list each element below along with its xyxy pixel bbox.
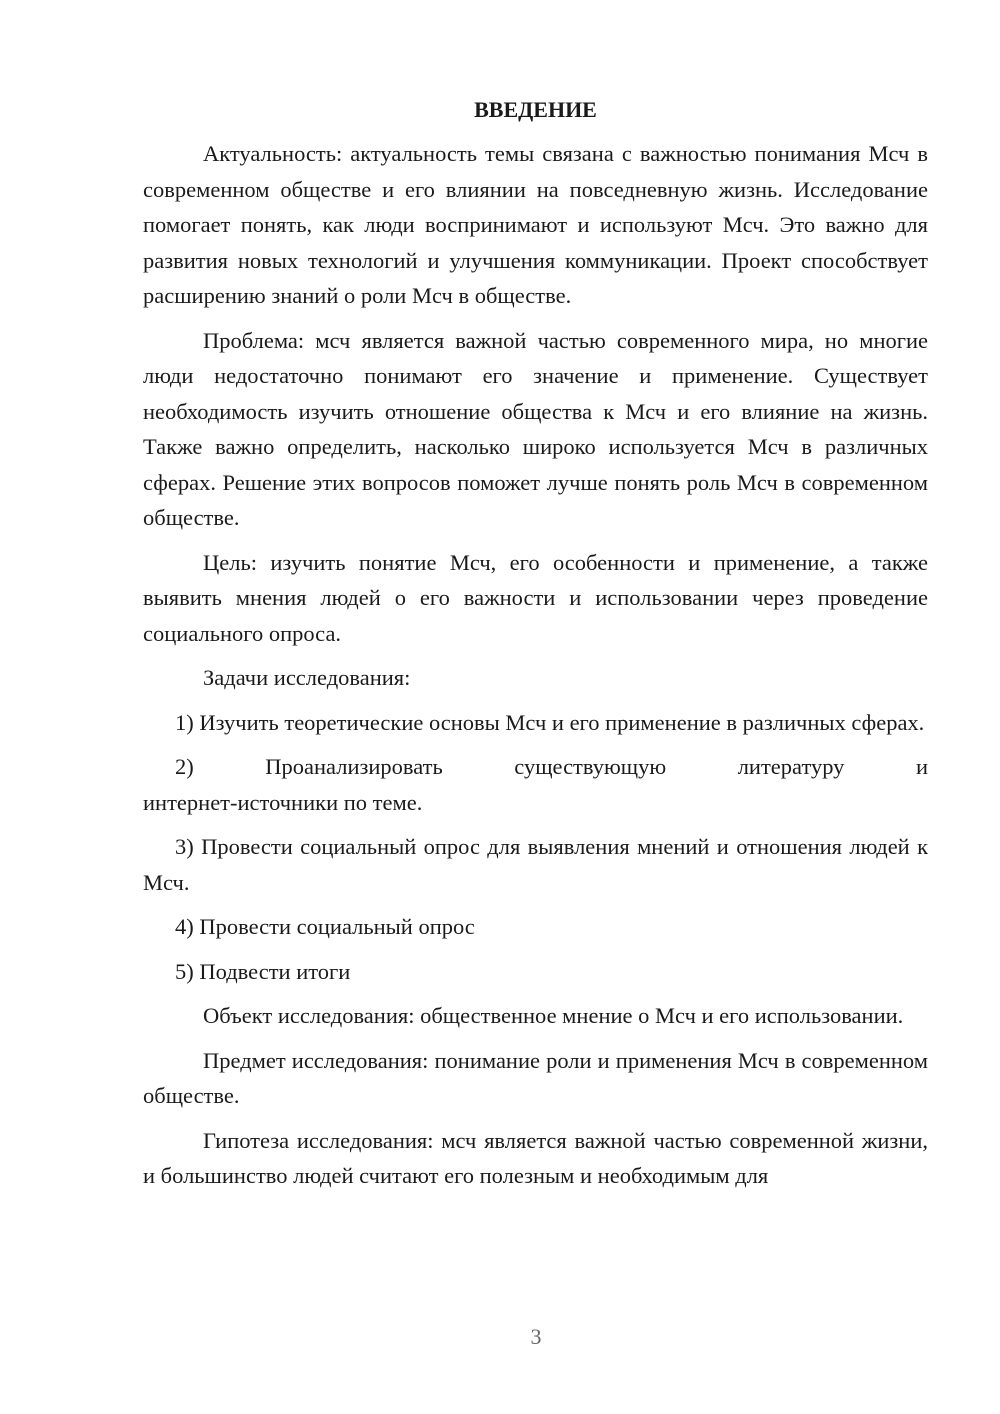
task-item-2-second-line: интернет-источники по теме. xyxy=(143,789,423,815)
object-paragraph: Объект исследования: общественное мнение о Мсч и его использовании. xyxy=(203,1003,904,1028)
task-item-5: 5) Подвести итоги xyxy=(175,958,351,984)
goal-paragraph: Цель: изучить понятие Мсч, его особенности и применение, а также выявить мнения людей о его важности и использовании через проведение социального опроса. xyxy=(143,549,928,646)
task-item-2-first-line: 2) Проанализировать существующую литературу и xyxy=(175,754,928,779)
hypothesis-paragraph: Гипотеза исследования: мсч является важной частью современной жизни, и большинство людей считают его полезным и необходимым для xyxy=(143,1127,928,1188)
problem-paragraph: Проблема: мсч является важной частью современного мира, но многие люди недостаточно понимают его значение и применение. Существует необходимость изучить отношение общества к Мсч и его влияние на жизнь. Также важно определить, насколько широко используется Мсч в различных сферах. Решение этих вопросов поможет лучше понять роль Мсч в современном обществе. xyxy=(143,327,928,530)
page-number: 3 xyxy=(530,1324,542,1349)
task-item-1: 1) Изучить теоретические основы Мсч и его применение в различных сферах. xyxy=(175,709,925,735)
subject-paragraph: Предмет исследования: понимание роли и применения Мсч в современном обществе. xyxy=(143,1047,928,1108)
relevance-paragraph: Актуальность: актуальность темы связана с важностью понимания Мсч в современном обществе и его влиянии на повседневную жизнь. Исследование помогает понять, как люди воспринимают и используют Мсч. Это важно для развития новых технологий и улучшения коммуникации. Проект способствует расширению знаний о роли Мсч в обществе. xyxy=(143,141,928,308)
task-item-4: 4) Провести социальный опрос xyxy=(175,914,475,939)
tasks-heading: Задачи исследования: xyxy=(203,665,411,690)
page-title: ВВЕДЕНИЕ xyxy=(474,97,597,122)
task-item-2 xyxy=(143,749,928,820)
document-page xyxy=(143,96,928,1194)
task-item-3: 3) Провести социальный опрос для выявления мнений и отношения людей к Мсч. xyxy=(143,834,928,895)
